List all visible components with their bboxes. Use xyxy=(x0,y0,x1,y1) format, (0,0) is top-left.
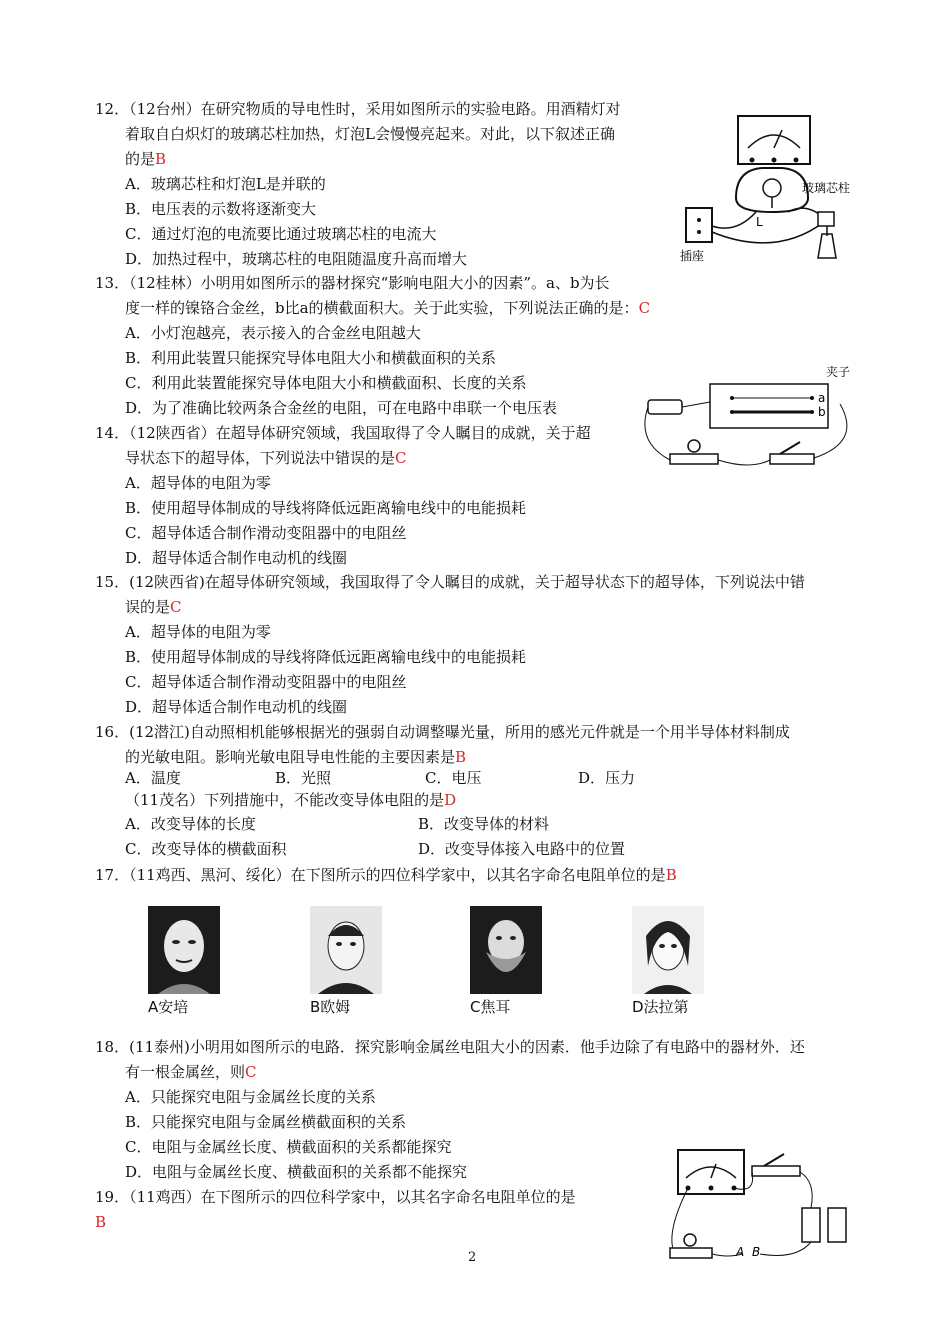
q16b-option-b: B．改变导体的材料 xyxy=(418,815,550,833)
q15-stem-line2: 误的是C xyxy=(125,598,182,616)
q18-stem-line1: 18．(11泰州)小明用如图所示的电路．探究影响金属丝电阻大小的因素．他手边除了有电路中的器材外．还 xyxy=(95,1038,805,1056)
q18-label-b: B xyxy=(752,1245,761,1259)
q16-option-b: B．光照 xyxy=(275,769,332,787)
q12-label-socket: 插座 xyxy=(680,249,705,263)
q14-option-d: D．超导体适合制作电动机的线圈 xyxy=(125,549,348,567)
q12-stem-line3: 的是B xyxy=(125,150,167,168)
q18-answer: C xyxy=(245,1063,257,1081)
q13-option-d: D．为了准确比较两条合金丝的电阻，可在电路中串联一个电压表 xyxy=(125,399,558,417)
q16-answer: B xyxy=(455,748,467,766)
scientist-caption: B欧姆 xyxy=(310,998,351,1016)
q14-answer: C xyxy=(395,449,407,467)
q19-stem-line1: 19．（11鸡西）在下图所示的四位科学家中，以其名字命名电阻单位的是 xyxy=(95,1188,576,1206)
portrait-image xyxy=(632,906,704,994)
scientist-ampere xyxy=(148,906,228,1016)
page-number: 2 xyxy=(468,1250,477,1265)
q13-label-a: a xyxy=(818,391,826,405)
q18-option-d: D．电阻与金属丝长度、横截面积的关系都不能探究 xyxy=(125,1163,468,1181)
q16b-option-a: A．改变导体的长度 xyxy=(125,815,256,833)
portrait-image xyxy=(470,906,542,994)
q12-stem-line2: 着取自白炽灯的玻璃芯柱加热，灯泡L会慢慢亮起来。对此，以下叙述正确 xyxy=(125,125,615,143)
q12-option-d: D．加热过程中，玻璃芯柱的电阻随温度升高而增大 xyxy=(125,250,468,268)
q14-option-b: B．使用超导体制成的导线将降低远距离输电线中的电能损耗 xyxy=(125,499,527,517)
q14-option-c: C．超导体适合制作滑动变阻器中的电阻丝 xyxy=(125,524,407,542)
q18-option-b: B．只能探究电阻与金属丝横截面积的关系 xyxy=(125,1113,407,1131)
q12-stem-line1: 12．（12台州）在研究物质的导电性时，采用如图所示的实验电路。用酒精灯对 xyxy=(95,100,621,118)
q16b-option-c: C．改变导体的横截面积 xyxy=(125,840,287,858)
q14-stem-line2: 导状态下的超导体，下列说法中错误的是C xyxy=(125,449,407,467)
q14-stem-line1: 14．（12陕西省）在超导体研究领域，我国取得了令人瞩目的成就，关于超 xyxy=(95,424,591,442)
q12-answer: B xyxy=(155,150,167,168)
scientist-faraday xyxy=(632,906,712,1016)
q19-answer: B xyxy=(95,1213,107,1231)
q18-option-a: A．只能探究电阻与金属丝长度的关系 xyxy=(125,1088,376,1106)
q13-option-b: B．利用此装置只能探究导体电阻大小和横截面积的关系 xyxy=(125,349,497,367)
q12-option-c: C．通过灯泡的电流要比通过玻璃芯柱的电流大 xyxy=(125,225,437,243)
q16-option-c: C．电压 xyxy=(425,769,482,787)
q18-circuit-figure xyxy=(656,1142,861,1272)
portrait-image xyxy=(148,906,220,994)
q18-stem-line2: 有一根金属丝，则C xyxy=(125,1063,257,1081)
scientist-caption: D法拉第 xyxy=(632,998,689,1016)
q15-option-b: B．使用超导体制成的导线将降低远距离输电线中的电能损耗 xyxy=(125,648,527,666)
q18-label-a: A xyxy=(736,1245,745,1259)
q18-option-c: C．电阻与金属丝长度、横截面积的关系都能探究 xyxy=(125,1138,452,1156)
q15-option-d: D．超导体适合制作电动机的线圈 xyxy=(125,698,348,716)
q16-stem-line2: 的光敏电阻。影响光敏电阻导电性能的主要因素是B xyxy=(125,748,467,766)
q14-option-a: A．超导体的电阻为零 xyxy=(125,474,271,492)
q13-apparatus-figure xyxy=(640,362,865,480)
q12-option-a: A．玻璃芯柱和灯泡L是并联的 xyxy=(125,175,326,193)
scientist-caption: C焦耳 xyxy=(470,998,511,1016)
q16b-option-d: D．改变导体接入电路中的位置 xyxy=(418,840,626,858)
q12-circuit-figure xyxy=(676,108,876,268)
q15-answer: C xyxy=(170,598,182,616)
q16b-stem: （11茂名）下列措施中，不能改变导体电阻的是D xyxy=(125,791,457,809)
q15-option-c: C．超导体适合制作滑动变阻器中的电阻丝 xyxy=(125,673,407,691)
portrait-image xyxy=(310,906,382,994)
q16-stem-line1: 16．(12潜江)自动照相机能够根据光的强弱自动调整曝光量，所用的感光元件就是一个用半导体材料制成 xyxy=(95,723,790,741)
q13-answer: C xyxy=(638,299,651,317)
q17-answer: B xyxy=(665,866,677,884)
q13-option-a: A．小灯泡越亮，表示接入的合金丝电阻越大 xyxy=(125,324,421,342)
q13-label-b: b xyxy=(818,405,826,419)
q12-option-b: B．电压表的示数将逐渐变大 xyxy=(125,200,317,218)
q13-stem-line2: 度一样的镍铬合金丝，b比a的横截面积大。关于此实验，下列说法正确的是：C xyxy=(125,299,651,317)
q13-option-c: C．利用此装置能探究导体电阻大小和横截面积、长度的关系 xyxy=(125,374,527,392)
q13-label-clip: 夹子 xyxy=(826,365,851,379)
scientist-ohm xyxy=(310,906,390,1016)
q16-option-a: A．温度 xyxy=(125,769,181,787)
q17-stem: 17．（11鸡西、黑河、绥化）在下图所示的四位科学家中，以其名字命名电阻单位的是B xyxy=(95,866,677,884)
q12-label-glass: 玻璃芯柱 xyxy=(802,181,851,195)
scientist-joule xyxy=(470,906,550,1016)
q16-option-d: D．压力 xyxy=(578,769,636,787)
q15-stem-line1: 15．(12陕西省)在超导体研究领域，我国取得了令人瞩目的成就，关于超导状态下的超导体，下列说法中错 xyxy=(95,573,805,591)
q13-stem-line1: 13．（12桂林）小明用如图所示的器材探究“影响电阻大小的因素”。a、b为长 xyxy=(95,274,610,292)
q16b-answer: D xyxy=(444,791,457,809)
scientist-caption: A安培 xyxy=(148,998,189,1016)
q12-label-l: L xyxy=(756,215,763,229)
q15-option-a: A．超导体的电阻为零 xyxy=(125,623,271,641)
